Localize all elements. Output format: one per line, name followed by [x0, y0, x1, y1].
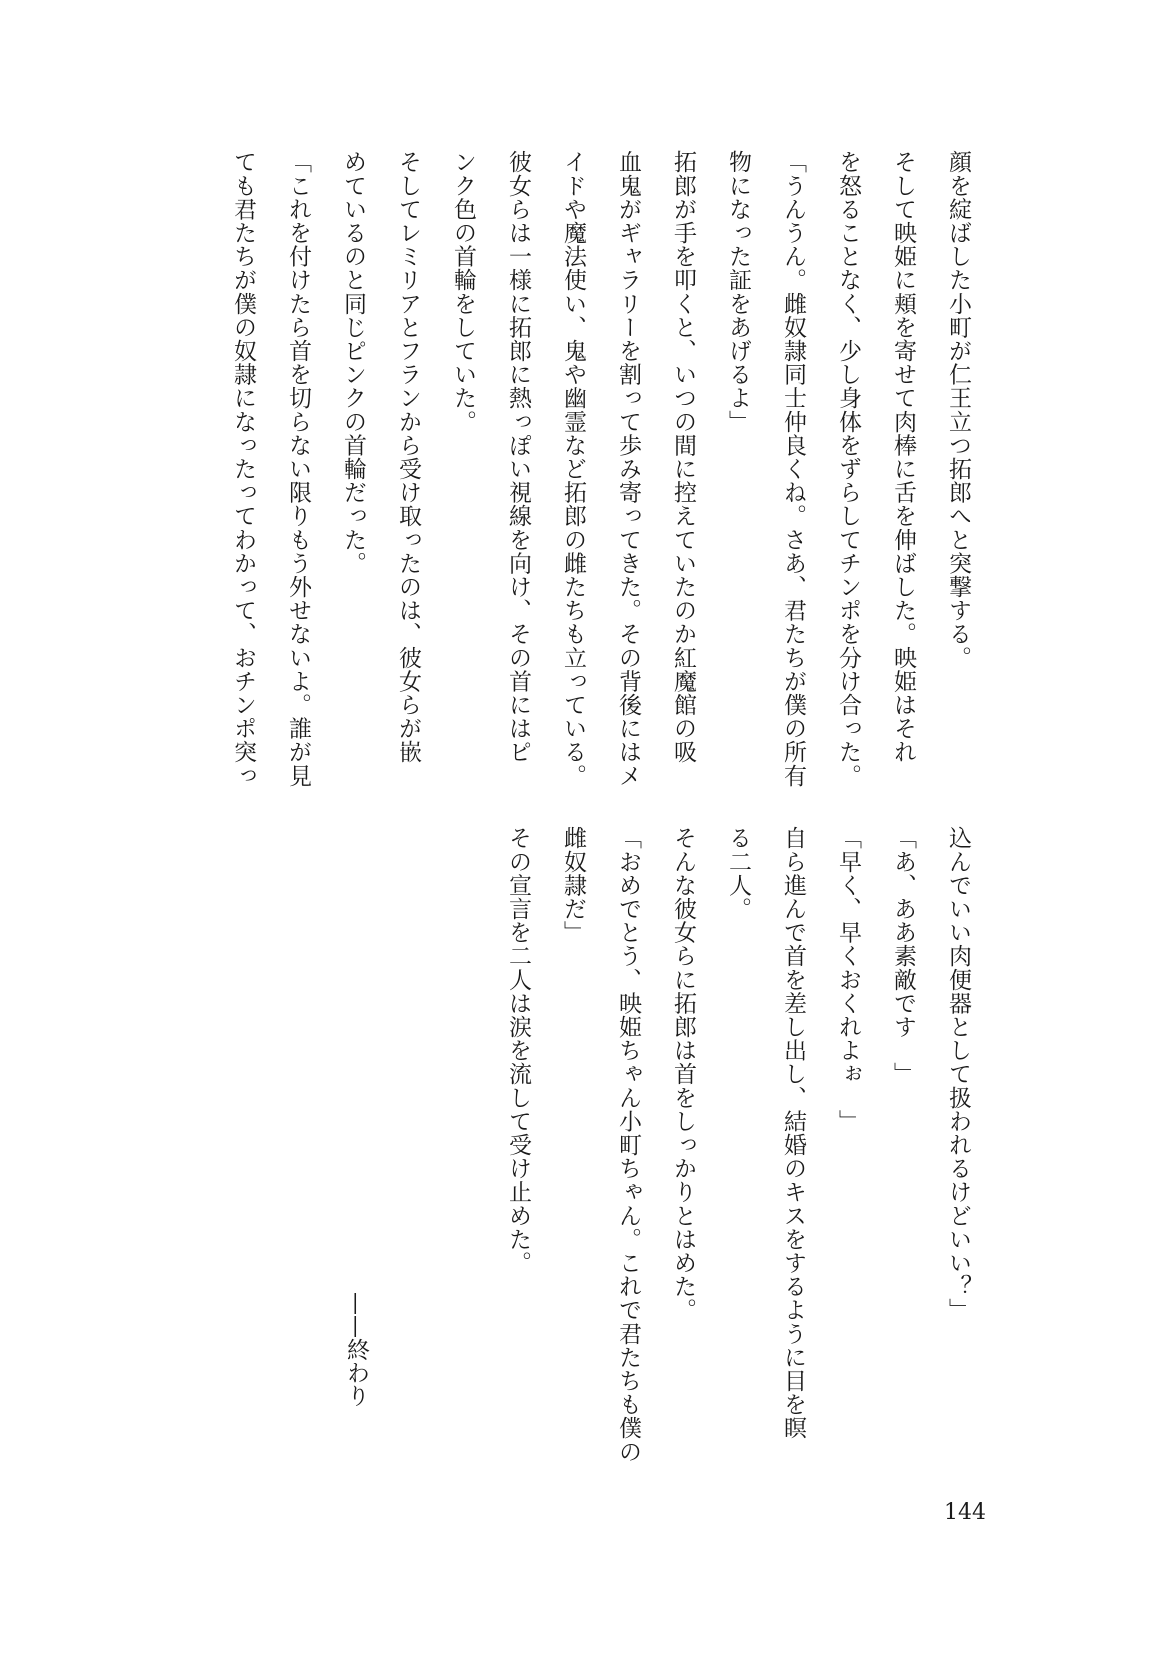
text-block-lower [490, 826, 985, 1486]
text-column: 顔を綻ばした小町が仁王立つ拓郎へと突撃する。 [945, 150, 971, 670]
text-column: そして映姫に頬を寄せて肉棒に舌を伸ばした。映姫はそれ [890, 150, 916, 764]
text-column: 「おめでとう、映姫ちゃん小町ちゃん。これで君たちも僕の [615, 826, 641, 1464]
text-column: ても君たちが僕の奴隷になったってわかって、おチンポ突っ [230, 150, 256, 788]
text-column: 彼女らは一様に拓郎に熱っぽい視線を向け、その首にはピ [505, 150, 531, 764]
text-column: めているのと同じピンクの首輪だった。 [340, 150, 366, 575]
text-column: 物になった証をあげるよ」 [725, 150, 751, 434]
text-column: 血鬼がギャラリーを割って歩み寄ってきた。その背後にはメ [615, 150, 641, 788]
text-column: そしてレミリアとフランから受け取ったのは、彼女らが嵌 [395, 150, 421, 764]
text-column: ンク色の首輪をしていた。 [450, 150, 476, 434]
text-column: その宣言を二人は涙を流して受け止めた。 [505, 826, 531, 1275]
text-block-upper [215, 150, 985, 790]
end-mark: ——終わり [343, 1292, 369, 1407]
text-column: を怒ることなく、少し身体をずらしてチンポを分け合った。 [835, 150, 861, 788]
text-column: る二人。 [725, 826, 751, 921]
text-column: 「早く、早くおくれよぉ 」 [835, 826, 861, 1133]
text-column: そんな彼女らに拓郎は首をしっかりとはめた。 [670, 826, 696, 1322]
text-column: 「うんうん。雌奴隷同士仲良くね。さあ、君たちが僕の所有 [780, 150, 806, 788]
text-column: 自ら進んで首を差し出し、結婚のキスをするように目を瞑 [780, 826, 806, 1440]
text-column: 込んでいい肉便器として扱われるけどいい？」 [945, 826, 971, 1322]
text-column: 「あ、ああ素敵です 」 [890, 826, 916, 1086]
text-column: 雌奴隷だ」 [560, 826, 586, 944]
text-column: 拓郎が手を叩くと、いつの間に控えていたのか紅魔館の吸 [670, 150, 696, 764]
text-column: イドや魔法使い、鬼や幽霊など拓郎の雌たちも立っている。 [560, 150, 586, 788]
page-number: 144 [944, 1500, 986, 1525]
text-column: 「これを付けたら首を切らない限りもう外せないよ。誰が見 [285, 150, 311, 788]
